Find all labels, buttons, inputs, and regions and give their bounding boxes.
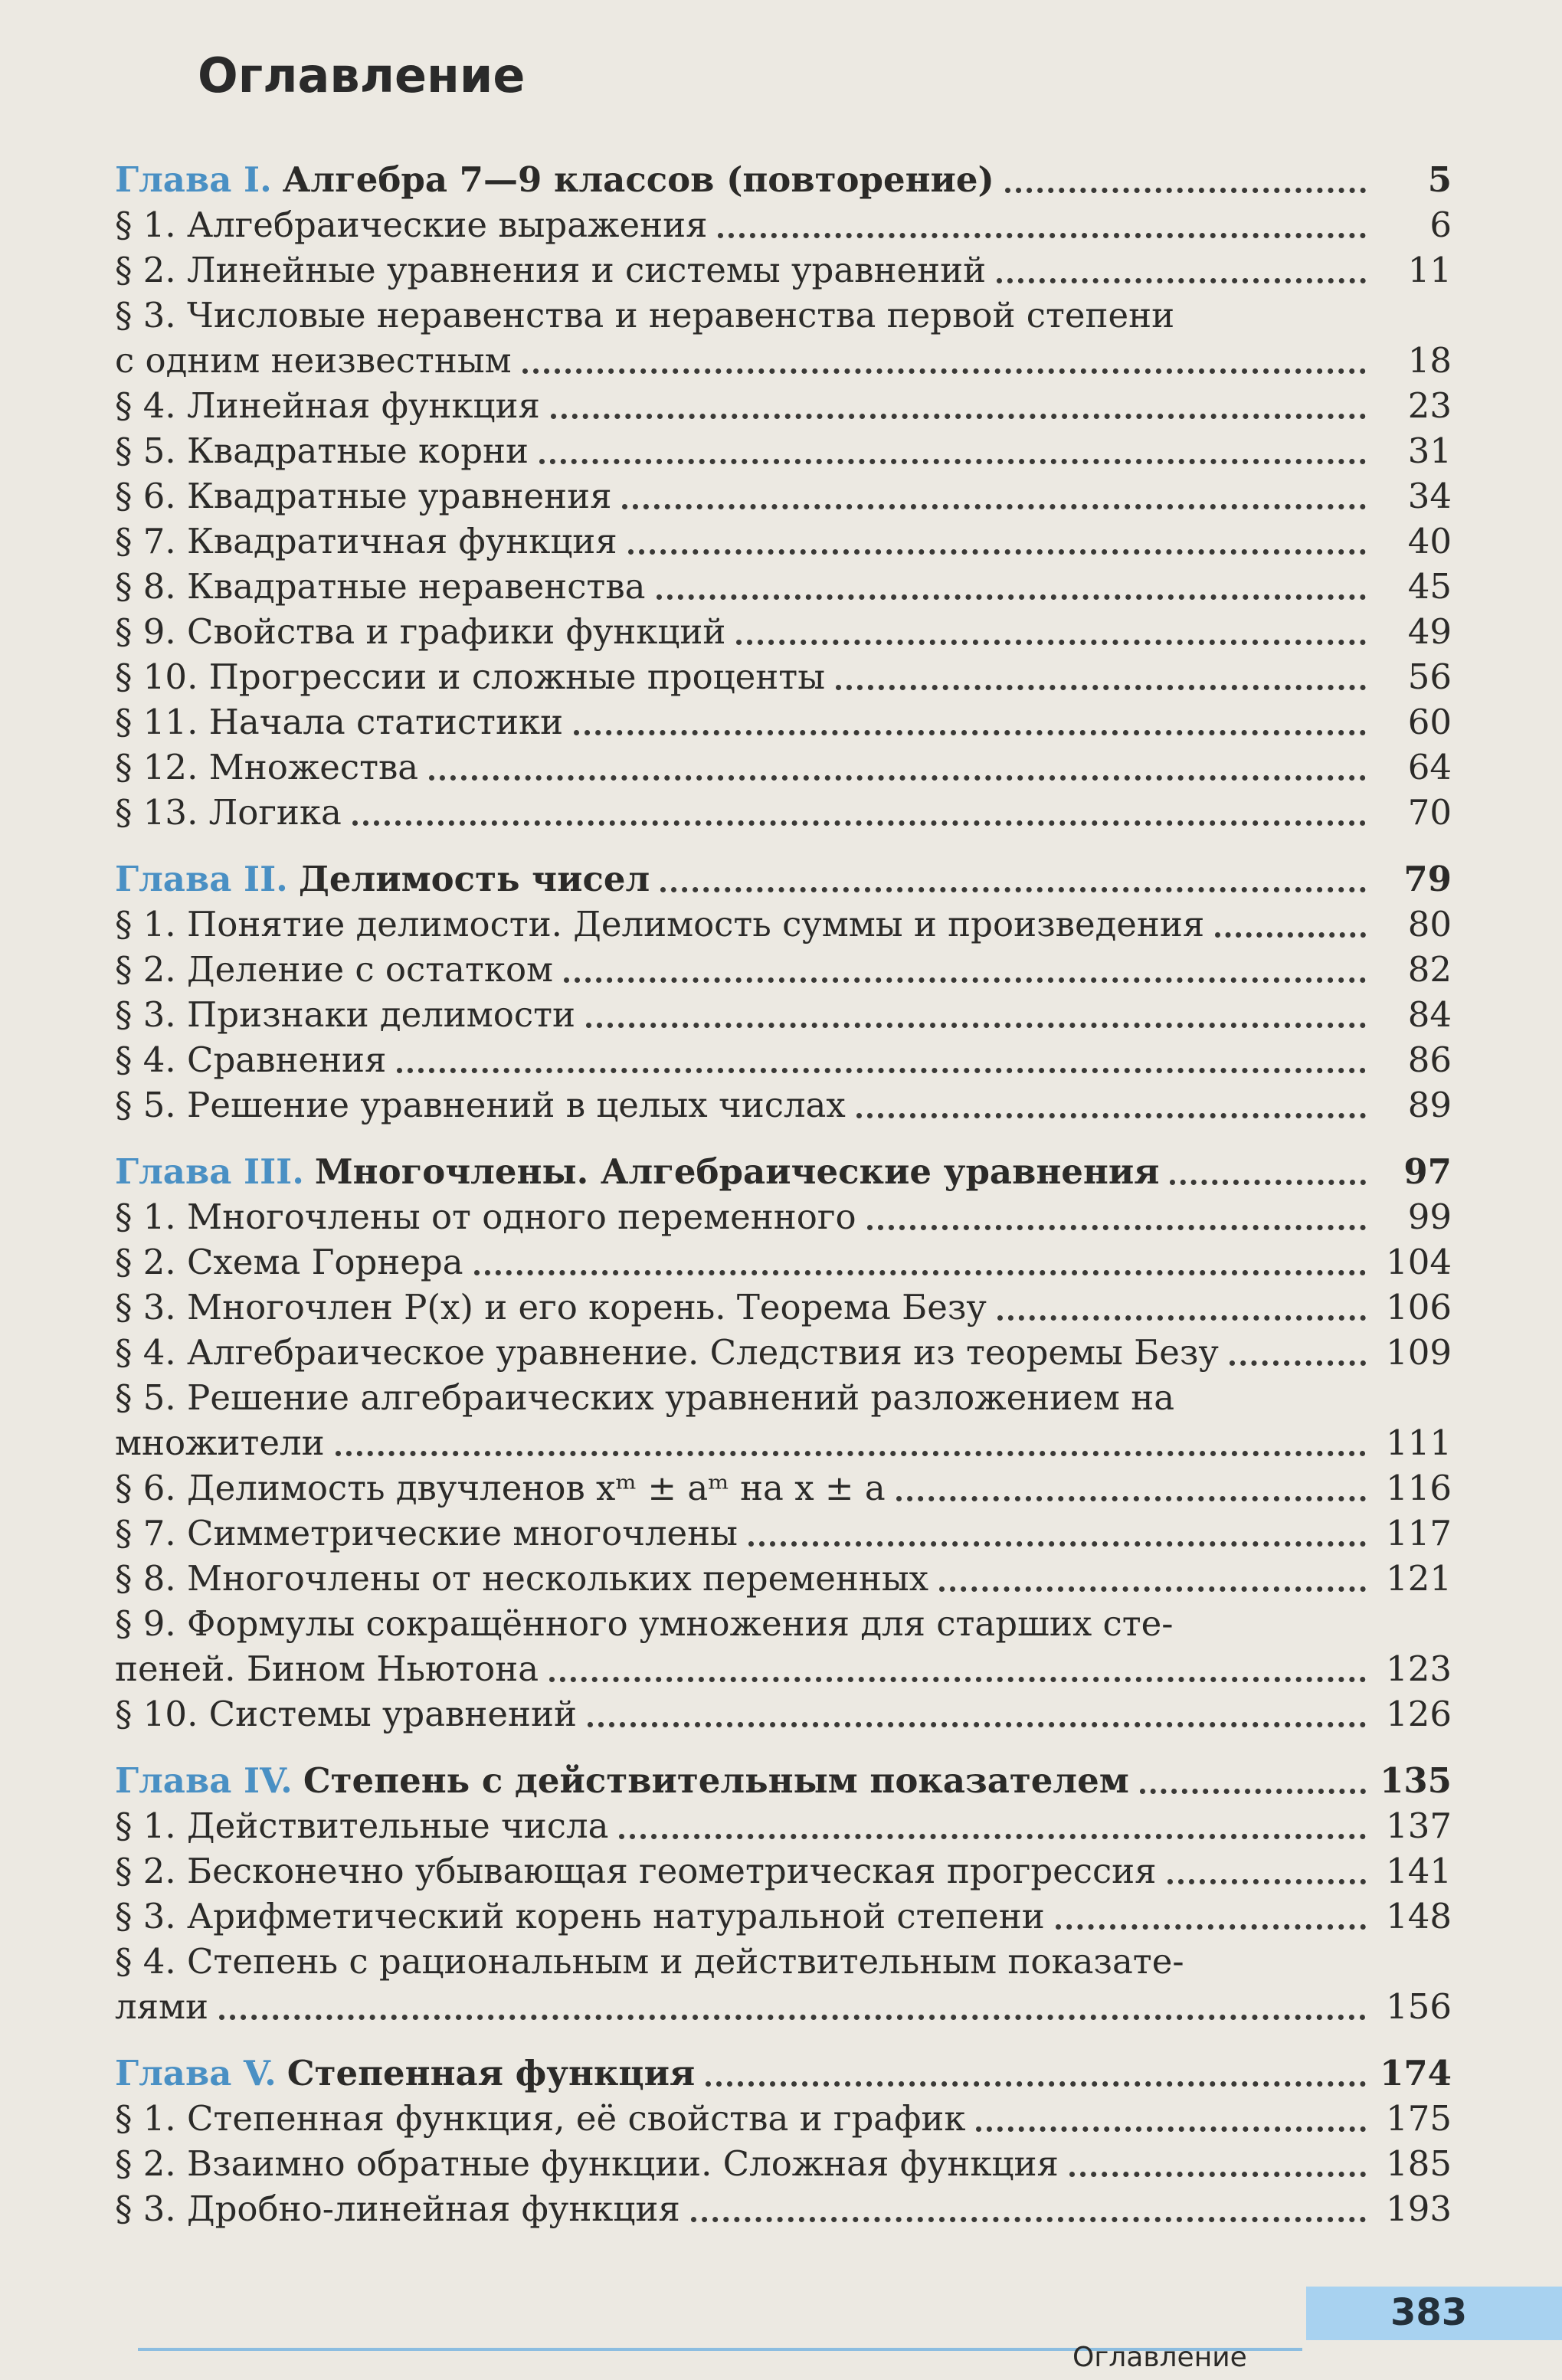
dot-leader [1140, 1789, 1366, 1794]
dot-leader [748, 1541, 1366, 1547]
section-entry[interactable] [115, 1465, 1452, 1511]
section-title: § 7. Симметрические многочлены [115, 1513, 738, 1553]
section-title: § 8. Многочлены от нескольких переменных [115, 1558, 929, 1599]
dot-leader [1069, 2172, 1366, 2177]
section-page: 109 [1386, 1332, 1452, 1373]
dot-leader [691, 2217, 1366, 2222]
chapter-title: Многочлены. Алгебраические уравнения [314, 1151, 1160, 1192]
section-page: 18 [1407, 340, 1452, 381]
section-title: § 1. Действительные числа [115, 1805, 609, 1846]
section-entry[interactable] [115, 699, 1452, 745]
dot-leader [997, 1315, 1366, 1321]
section-entry[interactable] [115, 1691, 1452, 1737]
dot-leader [1167, 1879, 1366, 1884]
section-entry[interactable] [115, 1894, 1452, 1939]
dot-leader [1056, 1924, 1366, 1930]
section-page: 34 [1407, 476, 1452, 516]
section-page: 137 [1386, 1805, 1452, 1846]
dot-leader [856, 1113, 1366, 1118]
section-title: § 6. Квадратные уравнения [115, 476, 612, 516]
dot-leader [976, 2126, 1366, 2132]
dot-leader [836, 685, 1366, 690]
section-continuation [115, 338, 1452, 383]
section-title: § 3. Дробно-линейная функция [115, 2188, 680, 2229]
dot-leader [551, 414, 1366, 419]
chapter-heading[interactable] [115, 856, 1452, 902]
section-page: 104 [1386, 1242, 1452, 1282]
section-page: 126 [1386, 1694, 1452, 1734]
dot-leader [1215, 932, 1366, 938]
section-page: 31 [1407, 430, 1452, 471]
dot-leader [896, 1496, 1366, 1501]
section-page: 60 [1407, 702, 1452, 742]
section-title-cont: пеней. Бином Ньютона [115, 1648, 539, 1689]
section-entry[interactable] [115, 564, 1452, 609]
section-title: § 2. Взаимно обратные функции. Сложная функция [115, 2143, 1059, 2184]
dot-leader [997, 278, 1366, 283]
section-entry[interactable] [115, 902, 1452, 947]
section-entry[interactable] [115, 428, 1452, 473]
dot-leader [939, 1586, 1366, 1592]
section-entry[interactable] [115, 1601, 1452, 1691]
page-number: 383 [1390, 2291, 1468, 2334]
dot-leader [657, 594, 1367, 600]
dot-leader [588, 1722, 1366, 1727]
running-title: Оглавление [1072, 2342, 1247, 2373]
chapter-title: Степенная функция [287, 2053, 696, 2094]
section-page: 64 [1407, 747, 1452, 787]
section-page: 193 [1386, 2188, 1452, 2229]
section-page: 86 [1407, 1039, 1452, 1080]
section-entry[interactable] [115, 947, 1452, 992]
page-title: Оглавление [198, 47, 526, 103]
section-title: § 10. Системы уравнений [115, 1694, 577, 1734]
dot-leader [539, 459, 1366, 464]
section-entry[interactable] [115, 992, 1452, 1037]
chapter-label: Глава V. [115, 2053, 277, 2094]
chapter-label: Глава III. [115, 1151, 304, 1192]
section-page: 40 [1407, 521, 1452, 561]
section-page: 99 [1407, 1197, 1452, 1237]
section-entry[interactable] [115, 745, 1452, 790]
section-title: § 1. Понятие делимости. Делимость суммы и произведения [115, 904, 1205, 944]
section-entry[interactable] [115, 1375, 1452, 1465]
section-title: § 5. Решение алгебраических уравнений разложением на [115, 1377, 1175, 1418]
chapter-heading[interactable] [115, 157, 1452, 202]
section-title: § 9. Свойства и графики функций [115, 611, 726, 652]
section-page: 70 [1407, 792, 1452, 833]
section-title-cont: множители [115, 1422, 325, 1463]
section-entry[interactable] [115, 1511, 1452, 1556]
section-page: 84 [1407, 994, 1452, 1035]
section-title: § 3. Арифметический корень натуральной степени [115, 1896, 1045, 1936]
section-title-cont: лями [115, 1986, 208, 2027]
section-entry[interactable] [115, 1939, 1452, 2029]
section-entry[interactable] [115, 1803, 1452, 1848]
dot-leader [619, 1834, 1366, 1839]
section-title: § 1. Алгебраические выражения [115, 205, 708, 245]
dot-leader [718, 233, 1366, 238]
section-title: § 11. Начала статистики [115, 702, 564, 742]
section-page: 148 [1386, 1896, 1452, 1936]
dot-leader [736, 640, 1366, 645]
section-page: 111 [1386, 1422, 1452, 1463]
section-page: 185 [1386, 2143, 1452, 2184]
section-title: § 7. Квадратичная функция [115, 521, 617, 561]
section-page: 117 [1386, 1513, 1452, 1553]
section-entry[interactable] [115, 293, 1452, 383]
chapter-label: Глава II. [115, 859, 288, 899]
section-title: § 5. Квадратные корни [115, 430, 529, 471]
section-page: 106 [1386, 1287, 1452, 1327]
section-entry[interactable] [115, 1556, 1452, 1601]
chapter-page: 5 [1427, 159, 1452, 200]
section-title: § 4. Степень с рациональным и действительным показате- [115, 1941, 1184, 1982]
section-entry[interactable] [115, 247, 1452, 293]
section-continuation [115, 1984, 1452, 2029]
section-title: § 2. Схема Горнера [115, 1242, 463, 1282]
section-continuation [115, 1420, 1452, 1465]
section-title: § 9. Формулы сокращённого умножения для старших сте- [115, 1603, 1174, 1644]
dot-leader [628, 549, 1366, 555]
section-page: 175 [1386, 2098, 1452, 2139]
chapter-page: 135 [1380, 1760, 1452, 1801]
dot-leader [474, 1270, 1366, 1275]
section-entry[interactable] [115, 383, 1452, 428]
section-entry[interactable] [115, 473, 1452, 519]
table-of-contents [115, 157, 1452, 2231]
section-page: 80 [1407, 904, 1452, 944]
section-page: 6 [1429, 205, 1452, 245]
dot-leader [622, 504, 1366, 509]
dot-leader [336, 1451, 1366, 1456]
section-entry[interactable] [115, 1330, 1452, 1375]
section-page: 121 [1386, 1558, 1452, 1599]
section-title: § 4. Алгебраическое уравнение. Следствия из теоремы Безу [115, 1332, 1219, 1373]
dot-leader [706, 2081, 1366, 2087]
section-title: § 1. Многочлены от одного переменного [115, 1197, 856, 1237]
section-title: § 2. Деление с остатком [115, 949, 554, 990]
section-title: § 13. Логика [115, 792, 342, 833]
chapter-heading[interactable] [115, 2051, 1452, 2096]
section-entry[interactable] [115, 202, 1452, 247]
section-entry[interactable] [115, 1285, 1452, 1330]
dot-leader [867, 1225, 1366, 1230]
chapter-heading[interactable] [115, 1149, 1452, 1194]
chapter-title: Алгебра 7—9 классов (повторение) [282, 159, 994, 200]
section-title: § 2. Линейные уравнения и системы уравнений [115, 250, 987, 290]
dot-leader [429, 775, 1366, 781]
section-title: § 6. Делимость двучленов xᵐ ± aᵐ на x ± a [115, 1468, 886, 1508]
section-entry[interactable] [115, 519, 1452, 564]
section-title: § 4. Линейная функция [115, 385, 540, 426]
dot-leader [586, 1023, 1366, 1028]
section-title: § 3. Многочлен P(x) и его корень. Теорема Безу [115, 1287, 987, 1327]
dot-leader [549, 1677, 1366, 1682]
chapter-label: Глава I. [115, 159, 272, 200]
dot-leader [1170, 1180, 1366, 1185]
section-page: 123 [1386, 1648, 1452, 1689]
section-entry[interactable] [115, 1082, 1452, 1128]
dot-leader [219, 2015, 1366, 2020]
section-entry[interactable] [115, 2186, 1452, 2231]
dot-leader [564, 977, 1366, 983]
chapter-label: Глава IV. [115, 1760, 293, 1801]
chapter-page: 79 [1403, 859, 1452, 899]
page-footer [0, 2287, 1562, 2380]
section-page: 23 [1407, 385, 1452, 426]
section-page: 156 [1386, 1986, 1452, 2027]
section-entry[interactable] [115, 1239, 1452, 1285]
dot-leader [522, 368, 1366, 374]
section-title: § 2. Бесконечно убывающая геометрическая прогрессия [115, 1851, 1157, 1891]
section-page: 56 [1407, 656, 1452, 697]
section-title: § 12. Множества [115, 747, 419, 787]
section-page: 116 [1386, 1468, 1452, 1508]
section-title: § 3. Признаки делимости [115, 994, 575, 1035]
section-entry[interactable] [115, 1194, 1452, 1239]
dot-leader [660, 887, 1366, 892]
chapter-title: Делимость чисел [298, 859, 650, 899]
dot-leader [397, 1068, 1366, 1073]
section-title-cont: с одним неизвестным [115, 340, 512, 381]
section-entry[interactable] [115, 609, 1452, 654]
section-page: 89 [1407, 1085, 1452, 1125]
dot-leader [1005, 188, 1366, 193]
chapter-page: 97 [1403, 1151, 1452, 1192]
section-title: § 10. Прогрессии и сложные проценты [115, 656, 826, 697]
chapter-heading[interactable] [115, 1758, 1452, 1803]
section-entry[interactable] [115, 654, 1452, 699]
section-entry[interactable] [115, 1848, 1452, 1894]
section-page: 45 [1407, 566, 1452, 607]
section-entry[interactable] [115, 2141, 1452, 2186]
section-entry[interactable] [115, 2096, 1452, 2141]
dot-leader [352, 820, 1366, 826]
section-title: § 4. Сравнения [115, 1039, 387, 1080]
section-title: § 3. Числовые неравенства и неравенства первой степени [115, 295, 1175, 336]
section-page: 49 [1407, 611, 1452, 652]
section-entry[interactable] [115, 790, 1452, 835]
section-page: 141 [1386, 1851, 1452, 1891]
dot-leader [1230, 1360, 1366, 1366]
chapter-title: Степень с действительным показателем [303, 1760, 1129, 1801]
section-title: § 5. Решение уравнений в целых числах [115, 1085, 846, 1125]
section-title: § 8. Квадратные неравенства [115, 566, 646, 607]
chapter-page: 174 [1380, 2053, 1452, 2094]
section-continuation [115, 1646, 1452, 1691]
section-entry[interactable] [115, 1037, 1452, 1082]
section-title: § 1. Степенная функция, её свойства и график [115, 2098, 966, 2139]
dot-leader [574, 730, 1366, 735]
section-page: 82 [1407, 949, 1452, 990]
section-page: 11 [1407, 250, 1452, 290]
